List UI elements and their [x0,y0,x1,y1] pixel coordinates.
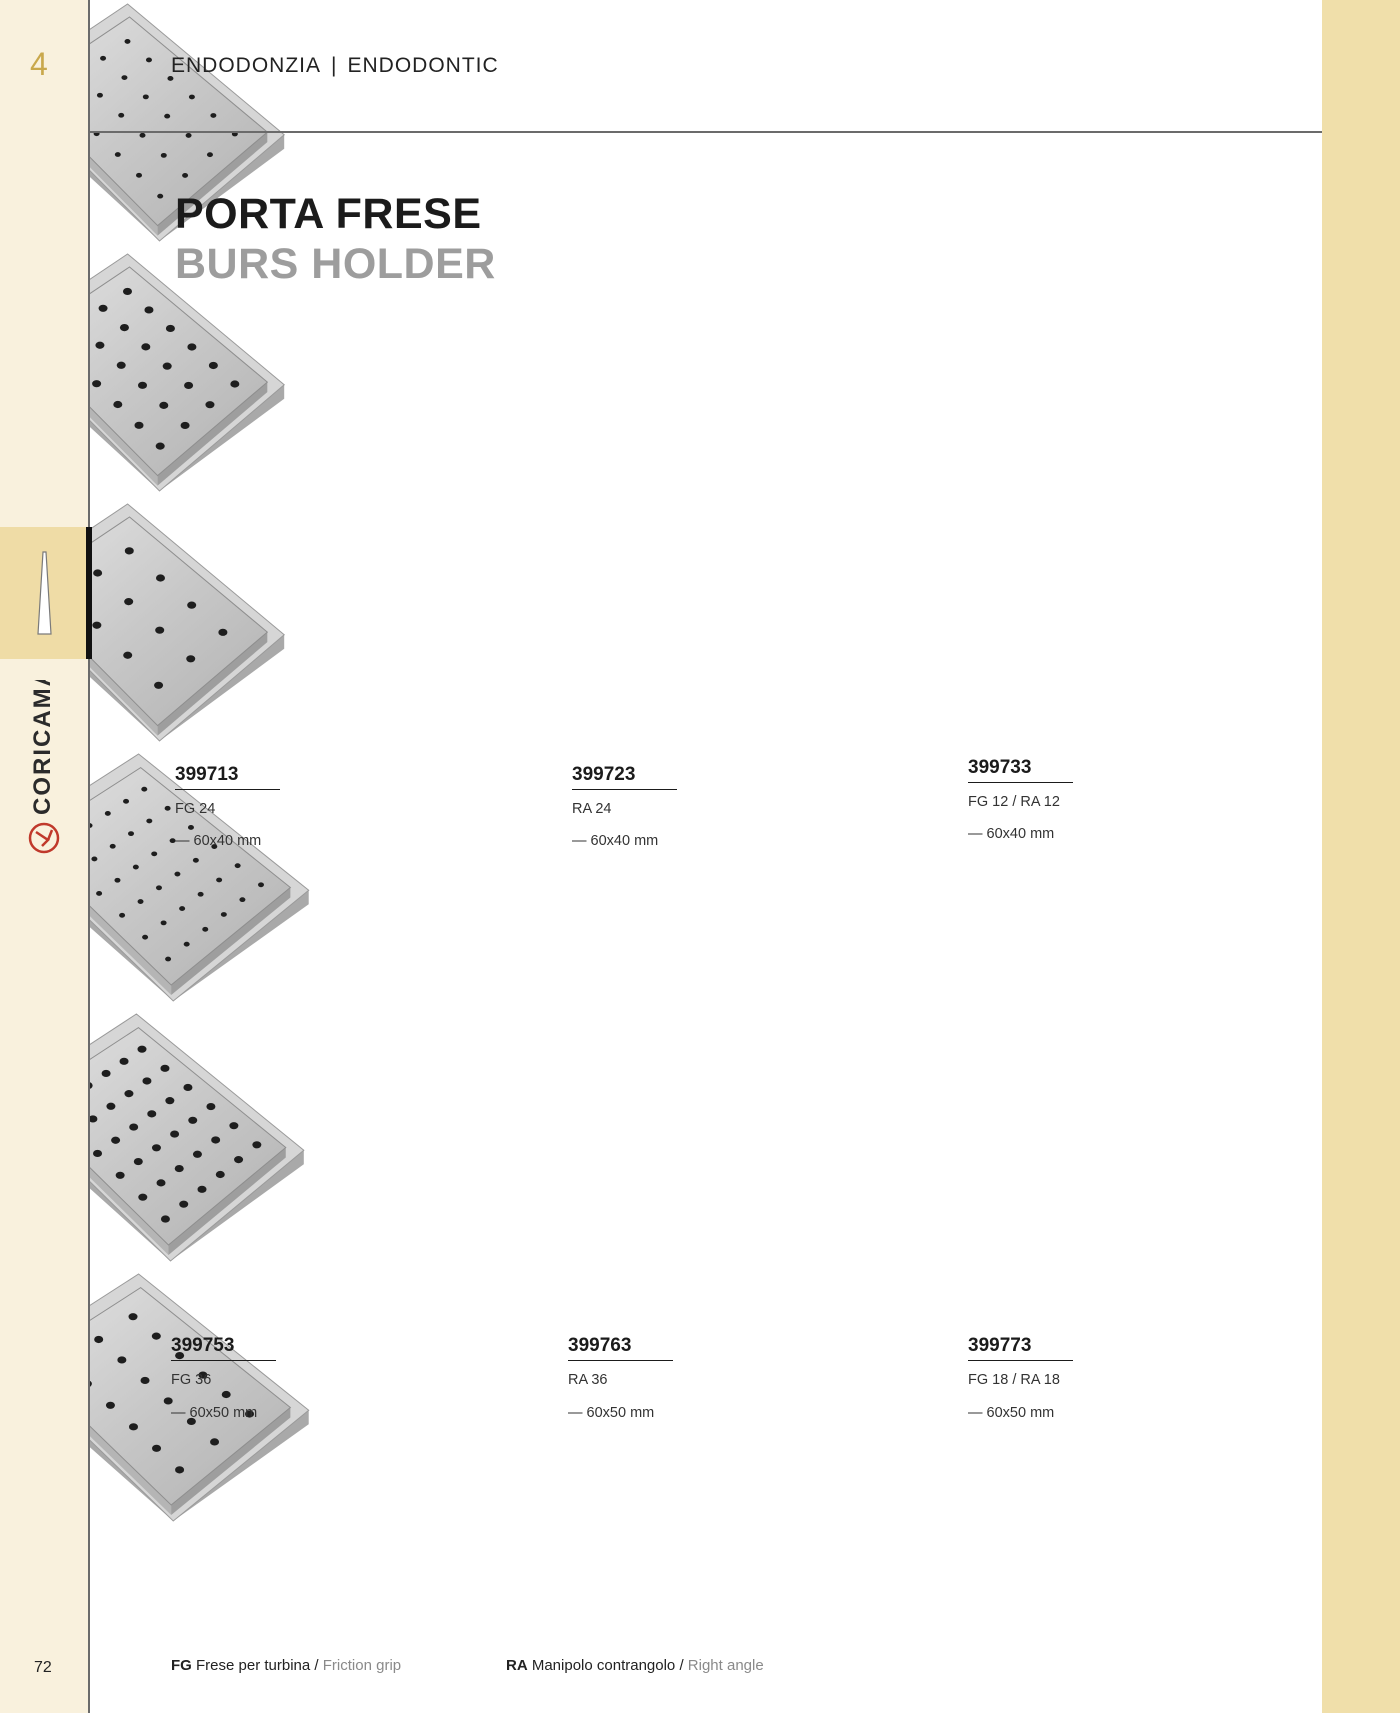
legend-fg [171,1657,401,1674]
product-card [0,1270,1400,1530]
product-type: FG 24 [175,801,216,817]
product-type: FG 12 / RA 12 [968,794,1060,810]
legend-fg-it: Frese per turbina [196,1657,311,1674]
svg-text:CORICAMA: CORICAMA [29,680,56,815]
legend-ra-en: Right angle [687,1657,764,1674]
product-code: 399753 [171,1335,276,1361]
right-margin-strip [1322,0,1400,1713]
product-code: 399713 [175,764,280,790]
brand-logo [20,680,68,860]
product-type: FG 18 / RA 18 [968,1372,1060,1388]
page-title-english: BURS HOLDER [175,240,496,288]
left-divider [88,0,90,1713]
legend-ra-slash: / [679,1657,684,1674]
product-type: RA 36 [568,1372,608,1388]
product-code: 399763 [568,1335,673,1361]
product-size: — 60x50 mm [968,1405,1055,1421]
header-rule [90,131,1322,133]
product-size: — 60x40 mm [572,833,659,849]
product-type: FG 36 [171,1372,212,1388]
section-tab-marker [86,527,92,659]
product-code: 399773 [968,1335,1073,1361]
product-type: RA 24 [572,801,612,817]
product-size: — 60x50 mm [171,1405,258,1421]
section-header [171,54,499,78]
endo-file-icon [34,550,54,638]
product-size: — 60x50 mm [568,1405,655,1421]
product-code: 399733 [968,757,1073,783]
legend-ra [506,1657,764,1674]
product-code: 399723 [572,764,677,790]
chapter-number: 4 [30,46,48,82]
header-separator: | [331,54,338,77]
legend-ra-it: Manipolo contrangolo [531,1657,676,1674]
legend-fg-en: Friction grip [322,1657,402,1674]
page-title-italian: PORTA FRESE [175,190,482,238]
legend-ra-abbr: RA [506,1657,528,1674]
header-english: ENDODONTIC [347,54,499,77]
header-italian: ENDODONZIA [171,54,322,77]
legend-fg-abbr: FG [171,1657,192,1674]
product-size: — 60x40 mm [968,826,1055,842]
page-number: 72 [34,1659,52,1676]
coricama-logo-icon [20,680,68,860]
product-size: — 60x40 mm [175,833,262,849]
legend-fg-slash: / [314,1657,319,1674]
